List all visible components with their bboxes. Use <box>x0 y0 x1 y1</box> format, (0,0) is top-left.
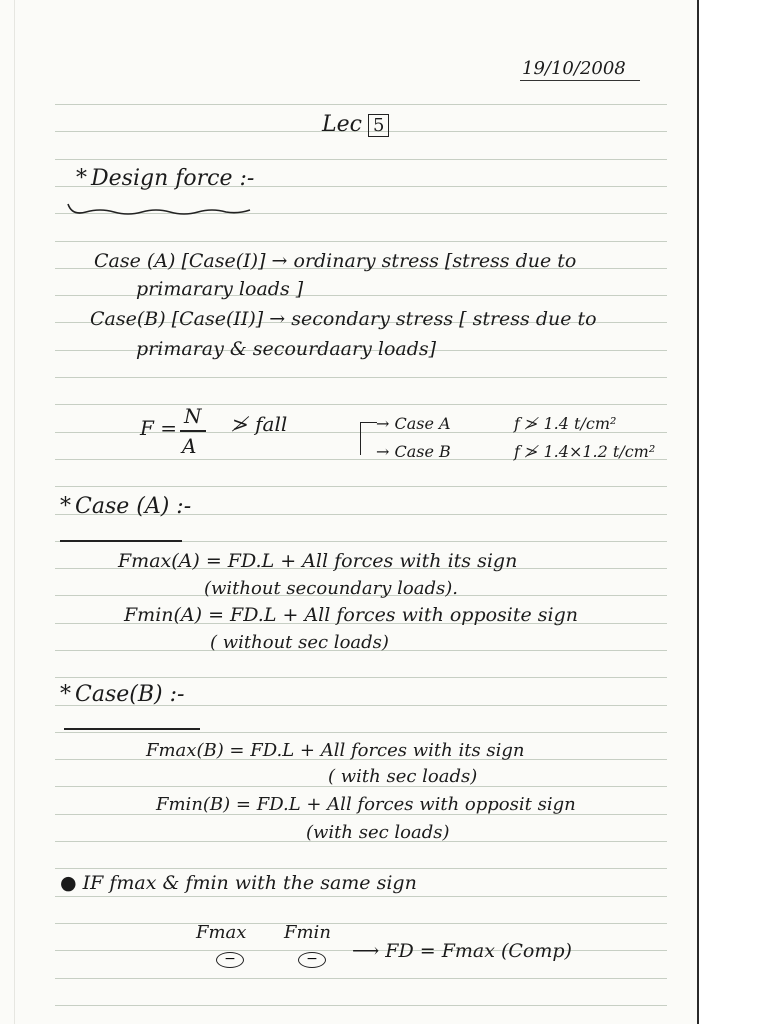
case-b-heading <box>60 682 184 707</box>
ruled-line <box>55 677 667 678</box>
formula-case-b: → Case B <box>376 442 451 461</box>
fmin-label: Fmin <box>284 922 331 943</box>
formula-rhs: ≯ fall <box>232 412 288 436</box>
lecture-number: 5 <box>368 114 389 137</box>
formula-case-b-value: f ≯ 1.4×1.2 t/cm² <box>514 442 656 461</box>
ruled-line <box>55 486 667 487</box>
design-force-heading <box>76 166 254 191</box>
design-force-label: Design force :- <box>91 166 255 191</box>
formula-case-a-value: f ≯ 1.4 t/cm² <box>514 414 617 433</box>
fmin-b-equation: Fmin(B) = FD.L + All forces with opposit sign <box>156 794 576 815</box>
wavy-underline <box>66 200 252 218</box>
page-edge-line <box>14 0 15 1024</box>
case-b-definition-cont: primaray & secourdaary loads] <box>136 338 437 360</box>
star-bullet: * <box>60 682 71 707</box>
star-bullet: * <box>76 166 87 191</box>
ruled-line <box>55 377 667 378</box>
formula-lhs: F = <box>140 416 177 440</box>
lecture-prefix: Lec <box>322 112 362 137</box>
ruled-line <box>55 896 667 897</box>
ruled-line <box>55 159 667 160</box>
star-bullet: * <box>60 494 71 519</box>
same-sign-text: IF fmax & fmin with the same sign <box>82 872 417 894</box>
ruled-line <box>55 404 667 405</box>
minus-sign-circle: − <box>298 952 326 968</box>
ruled-line <box>55 868 667 869</box>
fmax-a-equation: Fmax(A) = FD.L + All forces with its sign <box>118 550 518 572</box>
date-underline <box>520 80 640 81</box>
filled-bullet: ● <box>60 872 77 894</box>
fmax-b-note: ( with sec loads) <box>328 766 478 787</box>
case-b-definition: Case(B) [Case(II)] → secondary stress [ stress due to <box>90 308 597 330</box>
ruled-line <box>55 1005 667 1006</box>
case-b-label: Case(B) :- <box>75 682 185 707</box>
fraction-bar <box>180 430 206 432</box>
design-force-result: ⟶ FD = Fmax (Comp) <box>352 940 572 962</box>
case-a-label: Case (A) :- <box>75 494 192 519</box>
fmax-b-equation: Fmax(B) = FD.L + All forces with its sign <box>146 740 525 761</box>
case-a-definition: Case (A) [Case(I)] → ordinary stress [stress due to <box>94 250 577 272</box>
fmin-a-note: ( without sec loads) <box>210 632 389 653</box>
ruled-line <box>55 923 667 924</box>
scan-margin <box>699 0 768 1024</box>
formula-denominator: A <box>182 434 197 458</box>
ruled-line <box>55 104 667 105</box>
lecture-title <box>322 112 389 137</box>
fmin-a-equation: Fmin(A) = FD.L + All forces with opposite sign <box>124 604 579 626</box>
case-a-underline <box>60 540 182 542</box>
minus-sign-circle: − <box>216 952 244 968</box>
ruled-line <box>55 732 667 733</box>
fmax-label: Fmax <box>196 922 247 943</box>
formula-numerator: N <box>184 404 202 428</box>
ruled-line <box>55 978 667 979</box>
fmin-b-note: (with sec loads) <box>306 822 450 843</box>
case-b-underline <box>64 728 200 730</box>
ruled-line <box>55 241 667 242</box>
same-sign-condition <box>60 872 417 894</box>
date: 19/10/2008 <box>522 58 626 79</box>
fmax-a-note: (without secoundary loads). <box>204 578 458 599</box>
branch-bracket <box>360 422 377 455</box>
case-a-definition-cont: primarary loads ] <box>136 278 304 300</box>
formula-case-a: → Case A <box>376 414 451 433</box>
case-a-heading <box>60 494 191 519</box>
